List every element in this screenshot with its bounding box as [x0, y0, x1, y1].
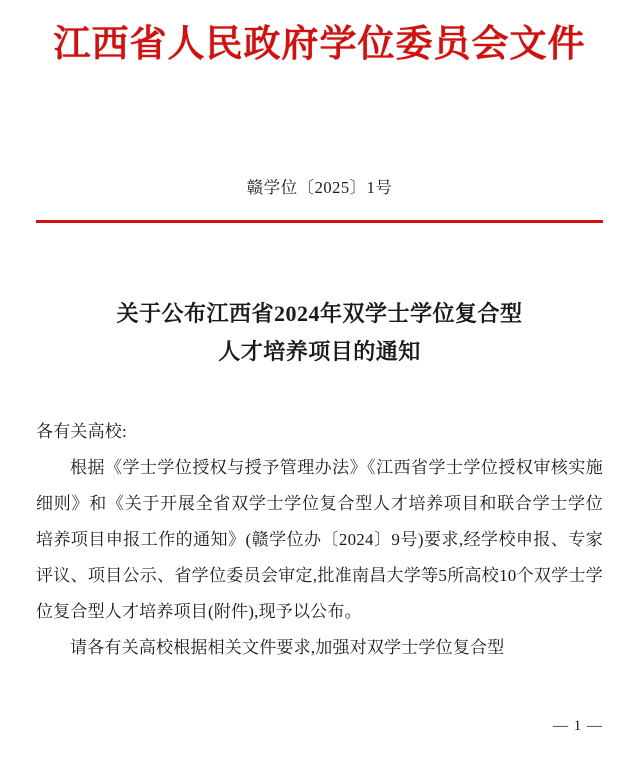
masthead-title: 江西省人民政府学位委员会文件 — [53, 24, 586, 65]
page-number-footer: — 1 — — [553, 718, 603, 734]
salutation: 各有关高校: — [36, 421, 127, 441]
body-paragraph-1: 根据《学士学位授权与授予管理办法》《江西省学士学位授权审核实施细则》和《关于开展全省双学士学位复合型人才培养项目和联合学士学位培养项目申报工作的通知》(赣学位办〔2024〕9号)要求,经学校申报、专家评议、项目公示、省学位委员会审定,批准南昌大学等5所高校10个双学士学位复合型人才培养项目(附件),现予以公布。 — [36, 457, 603, 621]
document-title-line-2: 人才培养项目的通知 — [218, 339, 421, 365]
body-paragraph-2: 请各有关高校根据相关文件要求,加强对双学士学位复合型 — [70, 637, 505, 657]
document-title — [36, 295, 603, 372]
red-divider-rule — [36, 220, 603, 223]
masthead — [36, 0, 603, 72]
document-number: 赣学位〔2025〕1号 — [246, 178, 393, 198]
document-body — [36, 414, 603, 666]
document-title-line-1: 关于公布江西省2024年双学士学位复合型 — [116, 300, 523, 326]
